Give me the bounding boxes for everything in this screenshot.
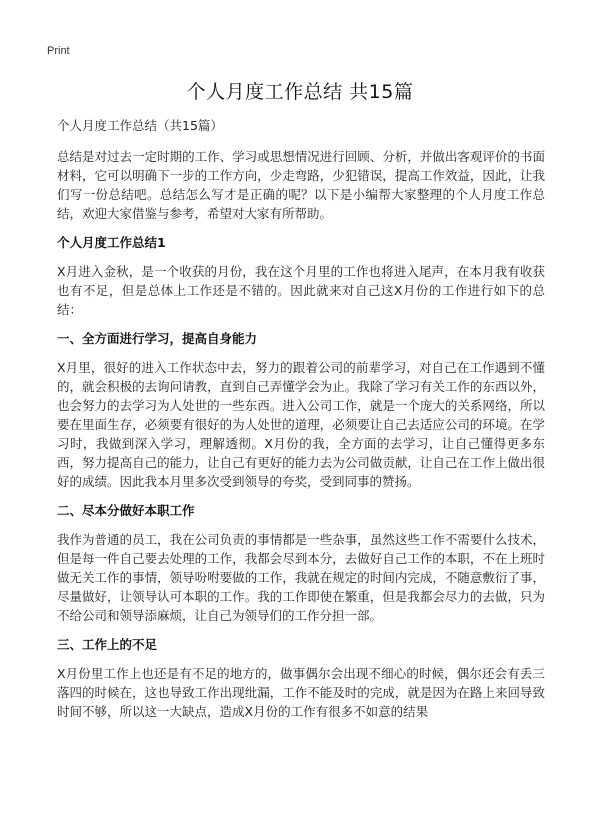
document-body: [57, 116, 545, 731]
section-title: 个人月度工作总结1: [57, 235, 166, 250]
heading-shortcomings: 三、工作上的不足: [57, 637, 158, 652]
paragraph-study: X月里，很好的进入工作状态中去，努力的跟着公司的前辈学习，对自己在工作遇到不懂的，就会积极的去询问请教，直到自己弄懂学会为止。我除了学习有关工作的东西以外，也会努力的去学习为人处世的一些东西。进入公司工作，就是一个庞大的关系网络，所以要在里面生存，必须要有很好的为人处世的道理，必须要让自己去适应公司的环境。在学习时，我做到深入学习，理解透彻。X月份的我，全方面的去学习，让自己懂得更多东西，努力提高自己的能力，让自己有更好的能力去为公司做贡献，让自己在工作上做出很好的成绩。因此我本月里多次受到领导的夸奖，受到同事的赞扬。: [57, 360, 545, 489]
heading-study: 一、全方面进行学习，提高自身能力: [57, 331, 258, 346]
intro-paragraph: 总结是对过去一定时期的工作、学习或思想情况进行回顾、分析，并做出客观评价的书面材料，它可以明确下一步的工作方向，少走弯路，少犯错误，提高工作效益，因此，让我们写一份总结吧。总结怎么写才是正确的呢？以下是小编帮大家整理的个人月度工作总结，欢迎大家借鉴与参考，希望对大家有所帮助。: [57, 149, 545, 221]
paragraph-duty: 我作为普通的员工，我在公司负责的事情都是一些杂事，虽然这些工作不需要什么技术，但是每一件自己要去处理的工作，我都会尽到本分，去做好自己工作的本职，不在上班时做无关工作的事情，领导吩咐要做的工作，我就在规定的时间内完成，不随意敷衍了事，尽量做好，让领导认可本职的工作。我的工作即使在繁重，但是我都会尽力的去做，只为不给公司和领导添麻烦，让自己为领导们的工作分担一部。: [57, 532, 545, 623]
page-title: 个人月度工作总结 共15篇: [186, 81, 414, 103]
print-label: Print: [47, 45, 70, 57]
section-intro-paragraph: X月进入金秋，是一个收获的月份，我在这个月里的工作也将进入尾声，在本月我有收获也有不足，但是总体上工作还是不错的。因此就来对自己这X月份的工作进行如下的总结：: [57, 264, 545, 317]
paragraph-shortcomings: X月份里工作上也还是有不足的地方的，做事偶尔会出现不细心的时候，偶尔还会有丢三落四的时候在，这也导致工作出现纰漏，工作不能及时的完成，就是因为在路上来回导致时间不够，所以这一大缺点，造成X月份的工作有很多不如意的结果: [57, 666, 545, 719]
document-subtitle: 个人月度工作总结（共15篇）: [57, 118, 223, 133]
heading-duty: 二、尽本分做好本职工作: [57, 503, 195, 518]
